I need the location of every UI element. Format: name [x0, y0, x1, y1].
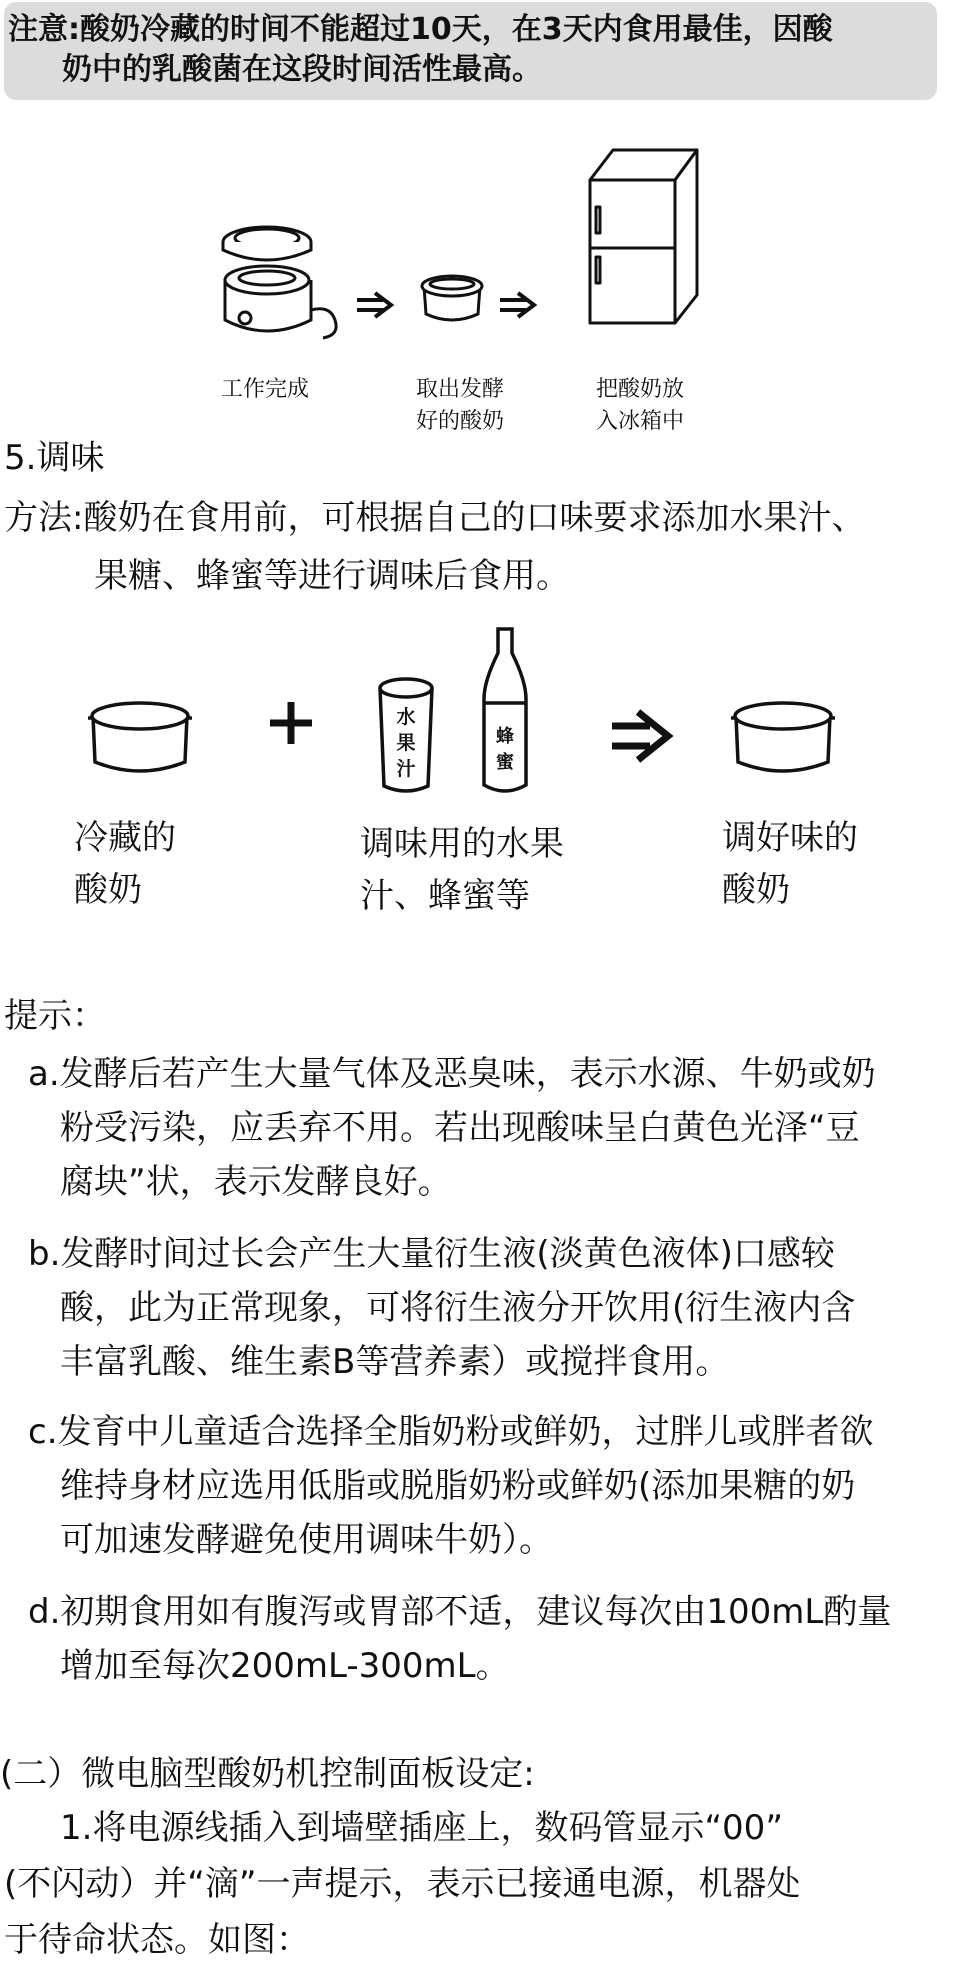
tip-c-line-1: c.发育中儿童适合选择全脂奶粉或鲜奶，过胖儿或胖者欲 — [28, 1412, 874, 1452]
tip-a-line-3: 腐块”状，表示发酵良好。 — [60, 1162, 452, 1202]
caption-chilled-yogurt-line-1: 冷藏的 — [74, 818, 176, 858]
caption-seasoned-yogurt-line-1: 调好味的 — [722, 818, 858, 858]
caption-chilled-yogurt-line-2: 酸奶 — [74, 870, 142, 910]
yogurt-pot-icon — [728, 700, 838, 780]
control-panel-p1-line-2: (不闪动）并“滴”一声提示，表示已接通电源，机器处 — [4, 1864, 801, 1904]
tip-c-line-3: 可加速发酵避免使用调味牛奶）。 — [60, 1520, 553, 1560]
tips-heading: 提示： — [4, 996, 106, 1036]
method-line-1: 方法:酸奶在食用前，可根据自己的口味要求添加水果汁、 — [4, 498, 866, 538]
tip-d-line-2: 增加至每次200mL-300mL。 — [60, 1646, 510, 1686]
control-panel-p1-line-3: 于待命状态。如图： — [4, 1920, 310, 1960]
tip-b-line-3: 丰富乳酸、维生素B等营养素）或搅拌食用。 — [60, 1342, 730, 1382]
step-caption-3-line-2: 入冰箱中 — [595, 409, 684, 434]
plus-icon — [268, 700, 314, 746]
step-caption-2-line-1: 取出发酵 — [415, 377, 504, 402]
refrigerator-icon — [585, 145, 705, 330]
tip-c-line-2: 维持身材应选用低脂或脱脂奶粉或鲜奶(添加果糖的奶 — [60, 1466, 856, 1506]
arrow-right-icon — [610, 708, 676, 764]
tip-a-line-1: a.发酵后若产生大量气体及恶臭味，表示水源、牛奶或奶 — [28, 1054, 876, 1094]
yogurt-maker-icon — [215, 210, 350, 345]
arrow-right-icon — [355, 290, 397, 320]
caption-seasoned-yogurt-line-2: 酸奶 — [722, 870, 790, 910]
honey-bottle-label: 蜂蜜 — [496, 726, 514, 773]
arrow-right-icon — [498, 290, 540, 320]
tip-a-line-2: 粉受污染，应丢弃不用。若出现酸味呈白黄色光泽“豆 — [60, 1108, 860, 1148]
note-line-1: 注意:酸奶冷藏的时间不能超过10天，在3天内食用最佳，因酸 — [8, 12, 833, 47]
note-line-2: 奶中的乳酸菌在这段时间活性最高。 — [62, 52, 542, 87]
section-title-seasoning: 5.调味 — [4, 438, 105, 478]
tip-d-line-1: d.初期食用如有腹泻或胃部不适，建议每次由100mL酌量 — [28, 1592, 892, 1632]
step-caption-3-line-1: 把酸奶放 — [595, 377, 684, 402]
step-caption-1: 工作完成 — [220, 377, 309, 402]
tip-b-line-2: 酸，此为正常现象，可将衍生液分开饮用(衍生液内含 — [60, 1288, 856, 1328]
tip-b-line-1: b.发酵时间过长会产生大量衍生液(淡黄色液体)口感较 — [28, 1234, 835, 1274]
control-panel-section-title: (二）微电脑型酸奶机控制面板设定: — [0, 1754, 535, 1794]
caption-seasonings-line-1: 调味用的水果 — [360, 824, 564, 864]
method-line-2: 果糖、蜂蜜等进行调味后食用。 — [94, 556, 570, 596]
caption-seasonings-line-2: 汁、蜂蜜等 — [360, 876, 530, 916]
yogurt-pot-icon — [418, 272, 486, 326]
juice-cup-label: 水果汁 — [396, 706, 416, 780]
control-panel-p1-line-1: 1.将电源线插入到墙壁插座上，数码管显示“00” — [60, 1808, 783, 1848]
yogurt-pot-icon — [85, 700, 195, 780]
step-caption-2-line-2: 好的酸奶 — [415, 409, 504, 434]
